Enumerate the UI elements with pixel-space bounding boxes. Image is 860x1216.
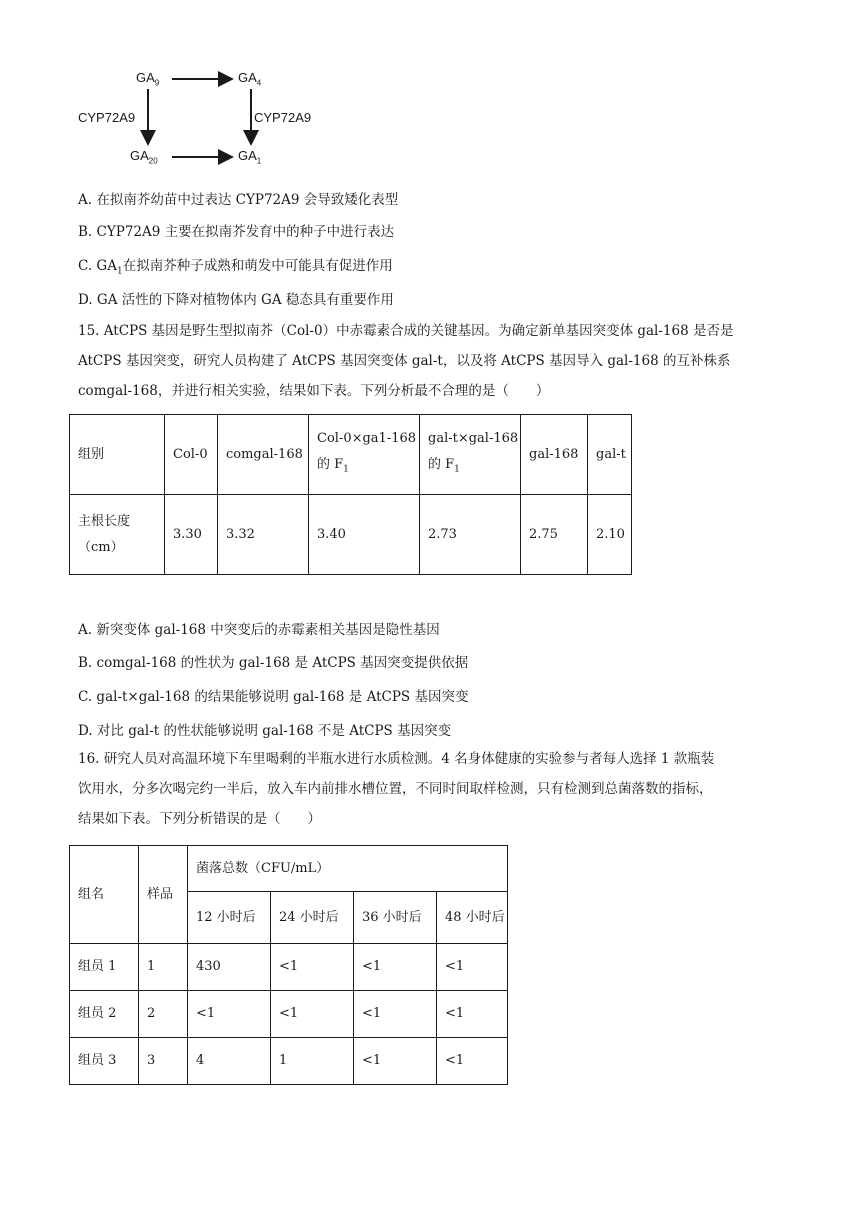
table-cell: 组员 3 — [70, 1038, 139, 1085]
q16-table — [69, 845, 508, 1085]
q15-option-b: B. comgal-168 的性状为 gal-168 是 AtCPS 基因突变提供依据 — [78, 655, 469, 671]
header-cell: gal-t — [588, 415, 632, 495]
table-cell: <1 — [354, 1038, 437, 1085]
table-cell: <1 — [437, 991, 508, 1038]
table-cell: <1 — [354, 991, 437, 1038]
enzyme-label-left: CYP72A9 — [78, 110, 136, 125]
table-header-row — [70, 846, 508, 892]
table-cell: 3 — [139, 1038, 188, 1085]
q16-stem-line: 16. 研究人员对高温环境下车里喝剩的半瓶水进行水质检测。4 名身体健康的实验参与者每人选择 1 款瓶装 — [78, 751, 715, 767]
q14-option-b: B. CYP72A9 主要在拟南芥发育中的种子中进行表达 — [78, 224, 395, 240]
header-cell: gal-168 — [521, 415, 588, 495]
table-cell: 430 — [188, 944, 271, 991]
node-ga1: $GA_1$ — [238, 148, 262, 166]
q15-table — [69, 414, 632, 575]
q15-stem — [78, 316, 788, 406]
q15-stem-line: comgal-168，并进行相关实验，结果如下表。下列分析最不合理的是（ ） — [78, 383, 550, 399]
q16-stem-line: 饮用水，分多次喝完约一半后，放入车内前排水槽位置，不同时间取样检测，只有检测到总菌落数的指标， — [78, 781, 713, 797]
q14-option-a: A. 在拟南芥幼苗中过表达 CYP72A9 会导致矮化表型 — [78, 192, 399, 208]
header-cell-group: 组名 — [70, 846, 139, 944]
q15-option-c: C. gal-t×gal-168 的结果能够说明 gal-168 是 AtCPS 基因突变 — [78, 689, 469, 705]
header-cell: 组别 — [70, 415, 165, 495]
header-cell: Col-0 — [165, 415, 218, 495]
q15-stem-line: 15. AtCPS 基因是野生型拟南芥（Col-0）中赤霉素合成的关键基因。为确定新单基因突变体 gal-168 是否是 — [78, 323, 734, 339]
table-header-row — [70, 415, 632, 495]
header-cell-sample: 样品 — [139, 846, 188, 944]
node-ga4: $GA_4$ — [238, 70, 262, 88]
header-cell-time: 24 小时后 — [271, 892, 354, 944]
ga-pathway-diagram — [70, 62, 350, 182]
row-label: 主根长度 （cm） — [70, 495, 165, 575]
header-cell: comgal-168 — [218, 415, 309, 495]
table-cell: <1 — [437, 944, 508, 991]
q15-stem-line: AtCPS 基因突变，研究人员构建了 AtCPS 基因突变体 gal-t，以及将 AtCPS 基因导入 gal-168 的互补株系 — [78, 353, 731, 369]
table-cell: <1 — [271, 991, 354, 1038]
table-cell: 2.10 — [588, 495, 632, 575]
table-row — [70, 944, 508, 991]
table-cell: 2.73 — [420, 495, 521, 575]
q14-option-c: C. $GA_1$在拟南芥种子成熟和萌发中可能具有促进作用 — [78, 258, 393, 277]
table-cell: 组员 2 — [70, 991, 139, 1038]
table-row — [70, 1038, 508, 1085]
table-cell: 2.75 — [521, 495, 588, 575]
table-cell: 4 — [188, 1038, 271, 1085]
q16-stem — [78, 744, 788, 834]
table-cell: 3.30 — [165, 495, 218, 575]
header-cell: Col-0×ga1-168 的 $F_1$ — [309, 415, 420, 495]
table-cell: 1 — [271, 1038, 354, 1085]
table-cell: <1 — [354, 944, 437, 991]
table-cell: 1 — [139, 944, 188, 991]
node-ga20: $GA_{20}$ — [130, 148, 158, 166]
q16-stem-line: 结果如下表。下列分析错误的是（ ） — [78, 811, 321, 827]
node-ga9: $GA_9$ — [136, 70, 160, 88]
table-cell: <1 — [437, 1038, 508, 1085]
table-cell: 2 — [139, 991, 188, 1038]
table-cell: 3.32 — [218, 495, 309, 575]
table-row — [70, 495, 632, 575]
header-cell: gal-t×gal-168 的 $F_1$ — [420, 415, 521, 495]
enzyme-label-right: CYP72A9 — [254, 110, 312, 125]
table-cell: <1 — [188, 991, 271, 1038]
q15-option-a: A. 新突变体 gal-168 中突变后的赤霉素相关基因是隐性基因 — [78, 622, 440, 638]
table-row — [70, 991, 508, 1038]
header-cell-time: 12 小时后 — [188, 892, 271, 944]
header-cell-count: 菌落总数（CFU/mL） — [188, 846, 508, 892]
table-cell: <1 — [271, 944, 354, 991]
q15-option-d: D. 对比 gal-t 的性状能够说明 gal-168 不是 AtCPS 基因突变 — [78, 723, 452, 739]
table-cell: 3.40 — [309, 495, 420, 575]
header-cell-time: 36 小时后 — [354, 892, 437, 944]
table-cell: 组员 1 — [70, 944, 139, 991]
q14-option-d: D. GA 活性的下降对植物体内 GA 稳态具有重要作用 — [78, 292, 394, 308]
header-cell-time: 48 小时后 — [437, 892, 508, 944]
